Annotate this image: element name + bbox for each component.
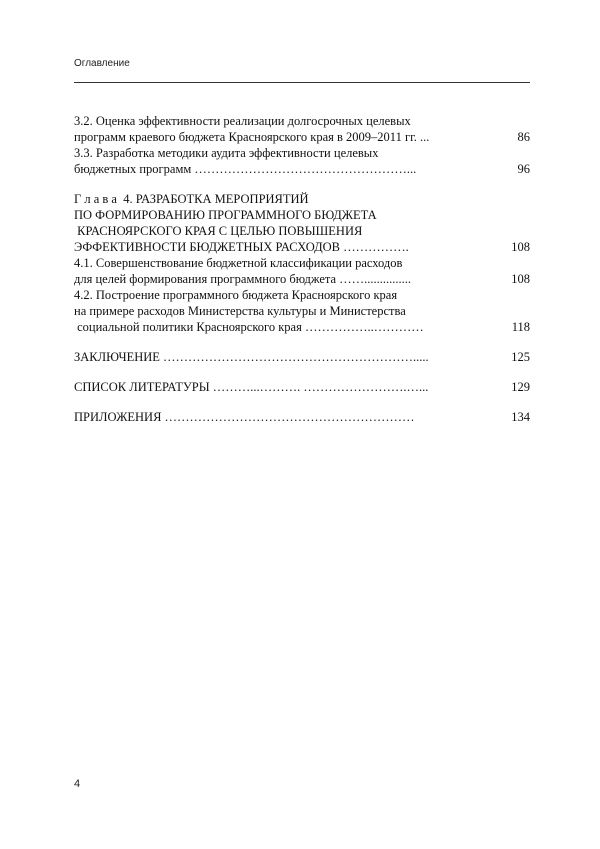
toc-entry-line: бюджетных программ ……………………………………………... (74, 162, 417, 176)
toc-entry-chapter-4 (74, 191, 530, 255)
toc-entry-3-3 (74, 145, 530, 177)
toc-entry-4-2 (74, 287, 530, 335)
toc-page-number: 129 (511, 380, 530, 394)
toc-entry-line: 3.2. Оценка эффективности реализации долгосрочных целевых (74, 114, 411, 128)
table-of-contents (74, 113, 530, 425)
page-number: 4 (74, 778, 81, 790)
toc-entry-line: на примере расходов Министерства культуры и Министерства (74, 304, 406, 318)
running-head-title: Оглавление (74, 58, 130, 69)
toc-entry-line: 3.3. Разработка методики аудита эффективности целевых (74, 146, 379, 160)
toc-entry-line: ЗАКЛЮЧЕНИЕ ……………………………………………………..... (74, 350, 429, 364)
toc-entry-line: ПРИЛОЖЕНИЯ …………………………………………………… (74, 410, 415, 424)
toc-page-number: 108 (511, 240, 530, 254)
toc-page-number: 86 (517, 130, 530, 144)
toc-entry-4-1 (74, 255, 530, 287)
toc-entry-3-2 (74, 113, 530, 145)
toc-entry-line: для целей формирования программного бюджета ……............... (74, 272, 412, 286)
toc-entry-line: СПИСОК ЛИТЕРАТУРЫ ………...………. …………………….…... (74, 380, 429, 394)
toc-entry-references (74, 379, 530, 395)
toc-entry-line: ЭФФЕКТИВНОСТИ БЮДЖЕТНЫХ РАСХОДОВ ……………. (74, 240, 409, 254)
toc-page-number: 134 (511, 410, 530, 424)
toc-entry-line: КРАСНОЯРСКОГО КРАЯ С ЦЕЛЬЮ ПОВЫШЕНИЯ (74, 224, 363, 238)
toc-entry-line: ПО ФОРМИРОВАНИЮ ПРОГРАММНОГО БЮДЖЕТА (74, 208, 377, 222)
toc-entry-conclusion (74, 349, 530, 365)
header-divider (74, 82, 530, 83)
toc-entry-line: Г л а в а 4. РАЗРАБОТКА МЕРОПРИЯТИЙ (74, 192, 309, 206)
toc-page-number: 125 (511, 350, 530, 364)
toc-entry-line: социальной политики Красноярского края ……………..………… (74, 320, 424, 334)
toc-page-number: 96 (517, 162, 530, 176)
toc-entry-appendices (74, 409, 530, 425)
toc-page-number: 108 (511, 272, 530, 286)
toc-entry-line: 4.1. Совершенствование бюджетной классификации расходов (74, 256, 403, 270)
toc-entry-line: 4.2. Построение программного бюджета Красноярского края (74, 288, 398, 302)
toc-entry-line: программ краевого бюджета Красноярского края в 2009–2011 гг. ... (74, 130, 430, 144)
toc-page-number: 118 (511, 320, 530, 334)
